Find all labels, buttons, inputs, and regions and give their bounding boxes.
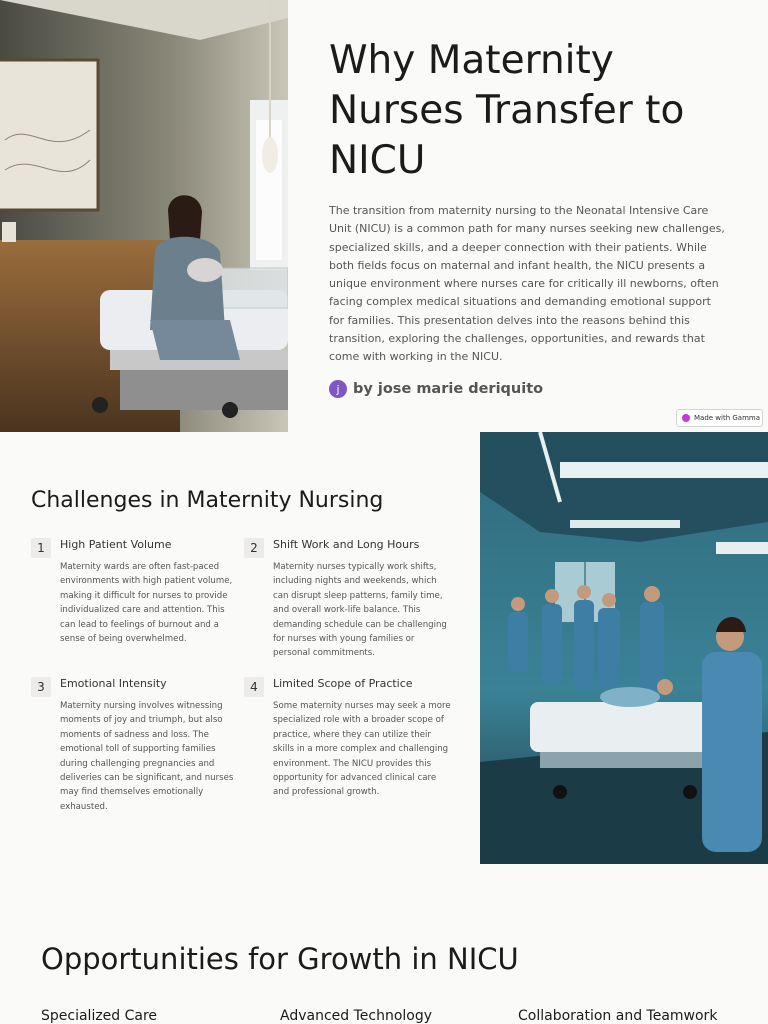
item-number: 3 — [31, 677, 51, 697]
item-description: Maternity wards are often fast-paced environments with high patient volume, making it difficult for nurses to provide individualized care and attention. This can lead to feelings of burnout and a sense of being overwhelmed. — [60, 562, 233, 645]
item-heading: Limited Scope of Practice — [273, 677, 413, 690]
opportunities-slide — [0, 864, 768, 1024]
item-number: 1 — [31, 538, 51, 558]
item-heading: Emotional Intensity — [60, 677, 167, 690]
intro-paragraph: The transition from maternity nursing to the Neonatal Intensive Care Unit (NICU) is a common path for many nurses seeking new challenges, specialized skills, and a deeper connection with their patients. While both fields focus on maternal and infant health, the NICU presents a unique environment where nurses care for critically ill newborns, often facing complex medical situations and demanding emotional support for families. This presentation delves into the reasons behind this transition, exploring the challenges, opportunities, and rewards that come with working in the NICU. — [329, 204, 725, 364]
author-name: by jose marie deriquito — [353, 381, 544, 397]
item-description: Maternity nursing involves witnessing moments of joy and triumph, but also moments of sadness and loss. The emotional toll of supporting families during challenging pregnancies and deliveries can be significant, and nurses may find themselves emotionally exhausted. — [60, 701, 234, 812]
section-title: Opportunities for Growth in NICU — [41, 942, 519, 976]
item-number: 4 — [244, 677, 264, 697]
item-description: Maternity nurses typically work shifts, including nights and weekends, which can disrupt sleep patterns, family time, and overall work-life balance. This demanding schedule can be challenging for nurses with young families or personal commitments. — [273, 562, 447, 659]
page-title: Why Maternity Nurses Transfer to NICU — [329, 38, 685, 183]
avatar: j — [329, 380, 347, 398]
column-heading-specialized-care: Specialized Care — [41, 1008, 158, 1024]
column-heading-advanced-technology: Advanced Technology — [280, 1008, 433, 1024]
column-heading-collaboration: Collaboration and Teamwork — [518, 1008, 718, 1024]
gamma-logo-icon — [682, 414, 690, 422]
challenges-slide — [0, 432, 768, 864]
badge-label: Made with Gamma — [694, 414, 761, 422]
hospital-ward-illustration — [480, 432, 768, 864]
item-description: Some maternity nurses may seek a more specialized role with a broader scope of practice, where they can utilize their skills in a more complex and challenging environment. The NICU provides this opportunity for advanced clinical care and professional growth. — [273, 701, 451, 798]
item-number: 2 — [244, 538, 264, 558]
item-heading: High Patient Volume — [60, 538, 172, 551]
author-line — [329, 380, 543, 398]
mother-with-newborn-photo — [0, 0, 288, 432]
item-heading: Shift Work and Long Hours — [273, 538, 420, 551]
title-slide — [0, 0, 768, 432]
made-with-gamma-badge[interactable] — [676, 409, 763, 427]
section-title: Challenges in Maternity Nursing — [31, 488, 384, 513]
